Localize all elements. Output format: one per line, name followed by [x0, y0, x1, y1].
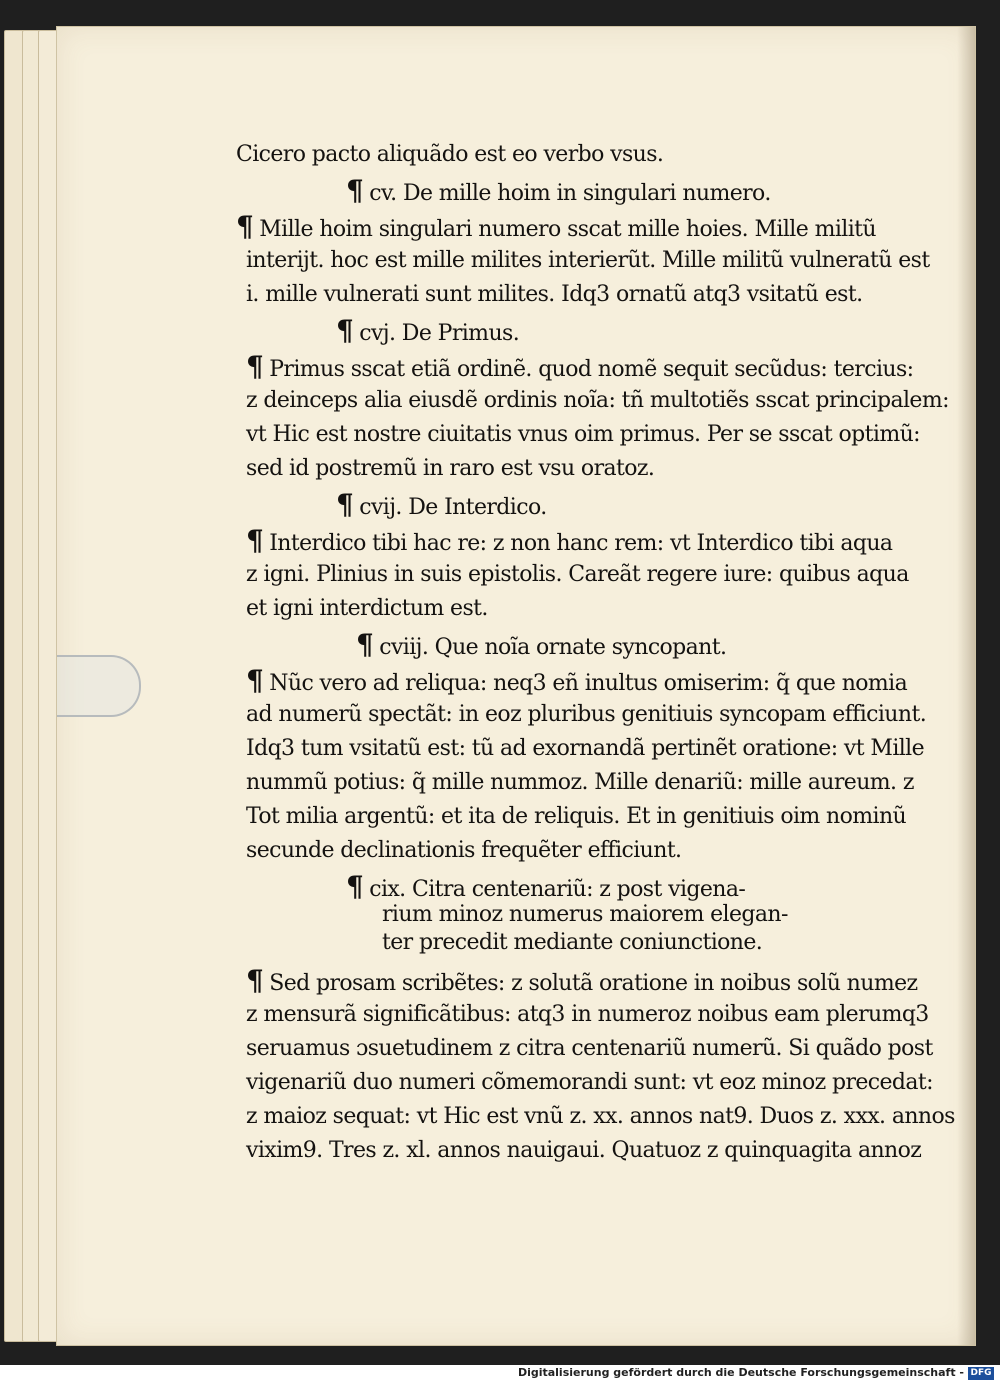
pilcrow-icon: ¶	[246, 524, 264, 557]
text-line: ¶ Interdico tibi hac re: z non hanc rem: vt Interdico tibi aqua	[246, 524, 893, 557]
footer-credit: Digitalisierung gefördert durch die Deutsche Forschungsgemeinschaft -	[517, 1366, 964, 1379]
pilcrow-icon: ¶	[246, 350, 264, 383]
text-line: i. mille vulnerati sunt milites. Idq3 ornatũ atq3 vsitatũ est.	[246, 282, 863, 307]
chapter-heading: ¶ cv. De mille hoim in singulari numero.	[346, 174, 771, 207]
text-line: Tot milia argentũ: et ita de reliquis. Et in genitiuis oim nominũ	[246, 804, 907, 829]
text-line: secunde declinationis frequẽter efficiunt.	[246, 838, 682, 863]
dfg-logo-icon: DFG	[968, 1367, 994, 1380]
text-line: nummũ potius: q̃ mille nummoz. Mille denariũ: mille aureum. z	[246, 770, 914, 795]
text-line: vigenariũ duo numeri cõmemorandi sunt: vt eoz minoz precedat:	[246, 1070, 933, 1095]
pilcrow-icon: ¶	[346, 174, 364, 207]
text-line: Idq3 tum vsitatũ est: tũ ad exornandã pertinẽt oratione: vt Mille	[246, 736, 925, 761]
text-line: vt Hic est nostre ciuitatis vnus oim primus. Per se sscat optimũ:	[246, 422, 920, 447]
text-line: z igni. Plinius in suis epistolis. Careãt regere iure: quibus aqua	[246, 562, 909, 587]
text-line: seruamus ɔsuetudinem z citra centenariũ numerũ. Si quãdo post	[246, 1036, 933, 1061]
text-line: z mensurã significãtibus: atq3 in numeroz noibus eam plerumq3	[246, 1002, 929, 1027]
text-line: ¶ Mille hoim singulari numero sscat mille hoies. Mille militũ	[236, 210, 876, 243]
chapter-heading: ter precedit mediante coniunctione.	[382, 930, 763, 955]
text-line: z deinceps alia eiusdẽ ordinis noĩa: tñ multotiẽs sscat principalem:	[246, 388, 949, 413]
text-line: ¶ Primus sscat etiã ordinẽ. quod nomẽ sequit secũdus: tercius:	[246, 350, 914, 383]
text-line: Cicero pacto aliquãdo est eo verbo vsus.	[236, 142, 664, 167]
pilcrow-icon: ¶	[246, 664, 264, 697]
pilcrow-icon: ¶	[356, 628, 374, 661]
text-line: ¶ Sed prosam scribẽtes: z solutã oratione in noibus solũ numez	[246, 964, 918, 997]
chapter-heading: ¶ cviij. Que noĩa ornate syncopant.	[356, 628, 727, 661]
page-clip	[57, 655, 141, 717]
text-line: et igni interdictum est.	[246, 596, 488, 621]
pilcrow-icon: ¶	[246, 964, 264, 997]
text-line: vixim9. Tres z. xl. annos nauigaui. Quatuoz z quinquagita annoz	[246, 1138, 922, 1163]
chapter-heading: ¶ cvj. De Primus.	[336, 314, 520, 347]
pilcrow-icon: ¶	[236, 210, 254, 243]
text-line: sed id postremũ in raro est vsu oratoz.	[246, 456, 655, 481]
pilcrow-icon: ¶	[346, 870, 364, 903]
text-line: ¶ Nũc vero ad reliqua: neq3 eñ inultus omiserim: q̃ que nomia	[246, 664, 908, 697]
text-line: ad numerũ spectãt: in eoz pluribus genitiuis syncopam efficiunt.	[246, 702, 927, 727]
chapter-heading: ¶ cvij. De Interdico.	[336, 488, 547, 521]
pilcrow-icon: ¶	[336, 314, 354, 347]
text-line: z maioz sequat: vt Hic est vnũ z. xx. annos nat9. Duos z. xxx. annos	[246, 1104, 955, 1129]
pilcrow-icon: ¶	[336, 488, 354, 521]
text-line: interijt. hoc est mille milites interierũt. Mille militũ vulneratũ est	[246, 248, 930, 273]
chapter-heading: ¶ cix. Citra centenariũ: z post vigena-	[346, 870, 746, 903]
footer-bar	[0, 1365, 1000, 1383]
chapter-heading: rium minoz numerus maiorem elegan-	[382, 902, 788, 927]
